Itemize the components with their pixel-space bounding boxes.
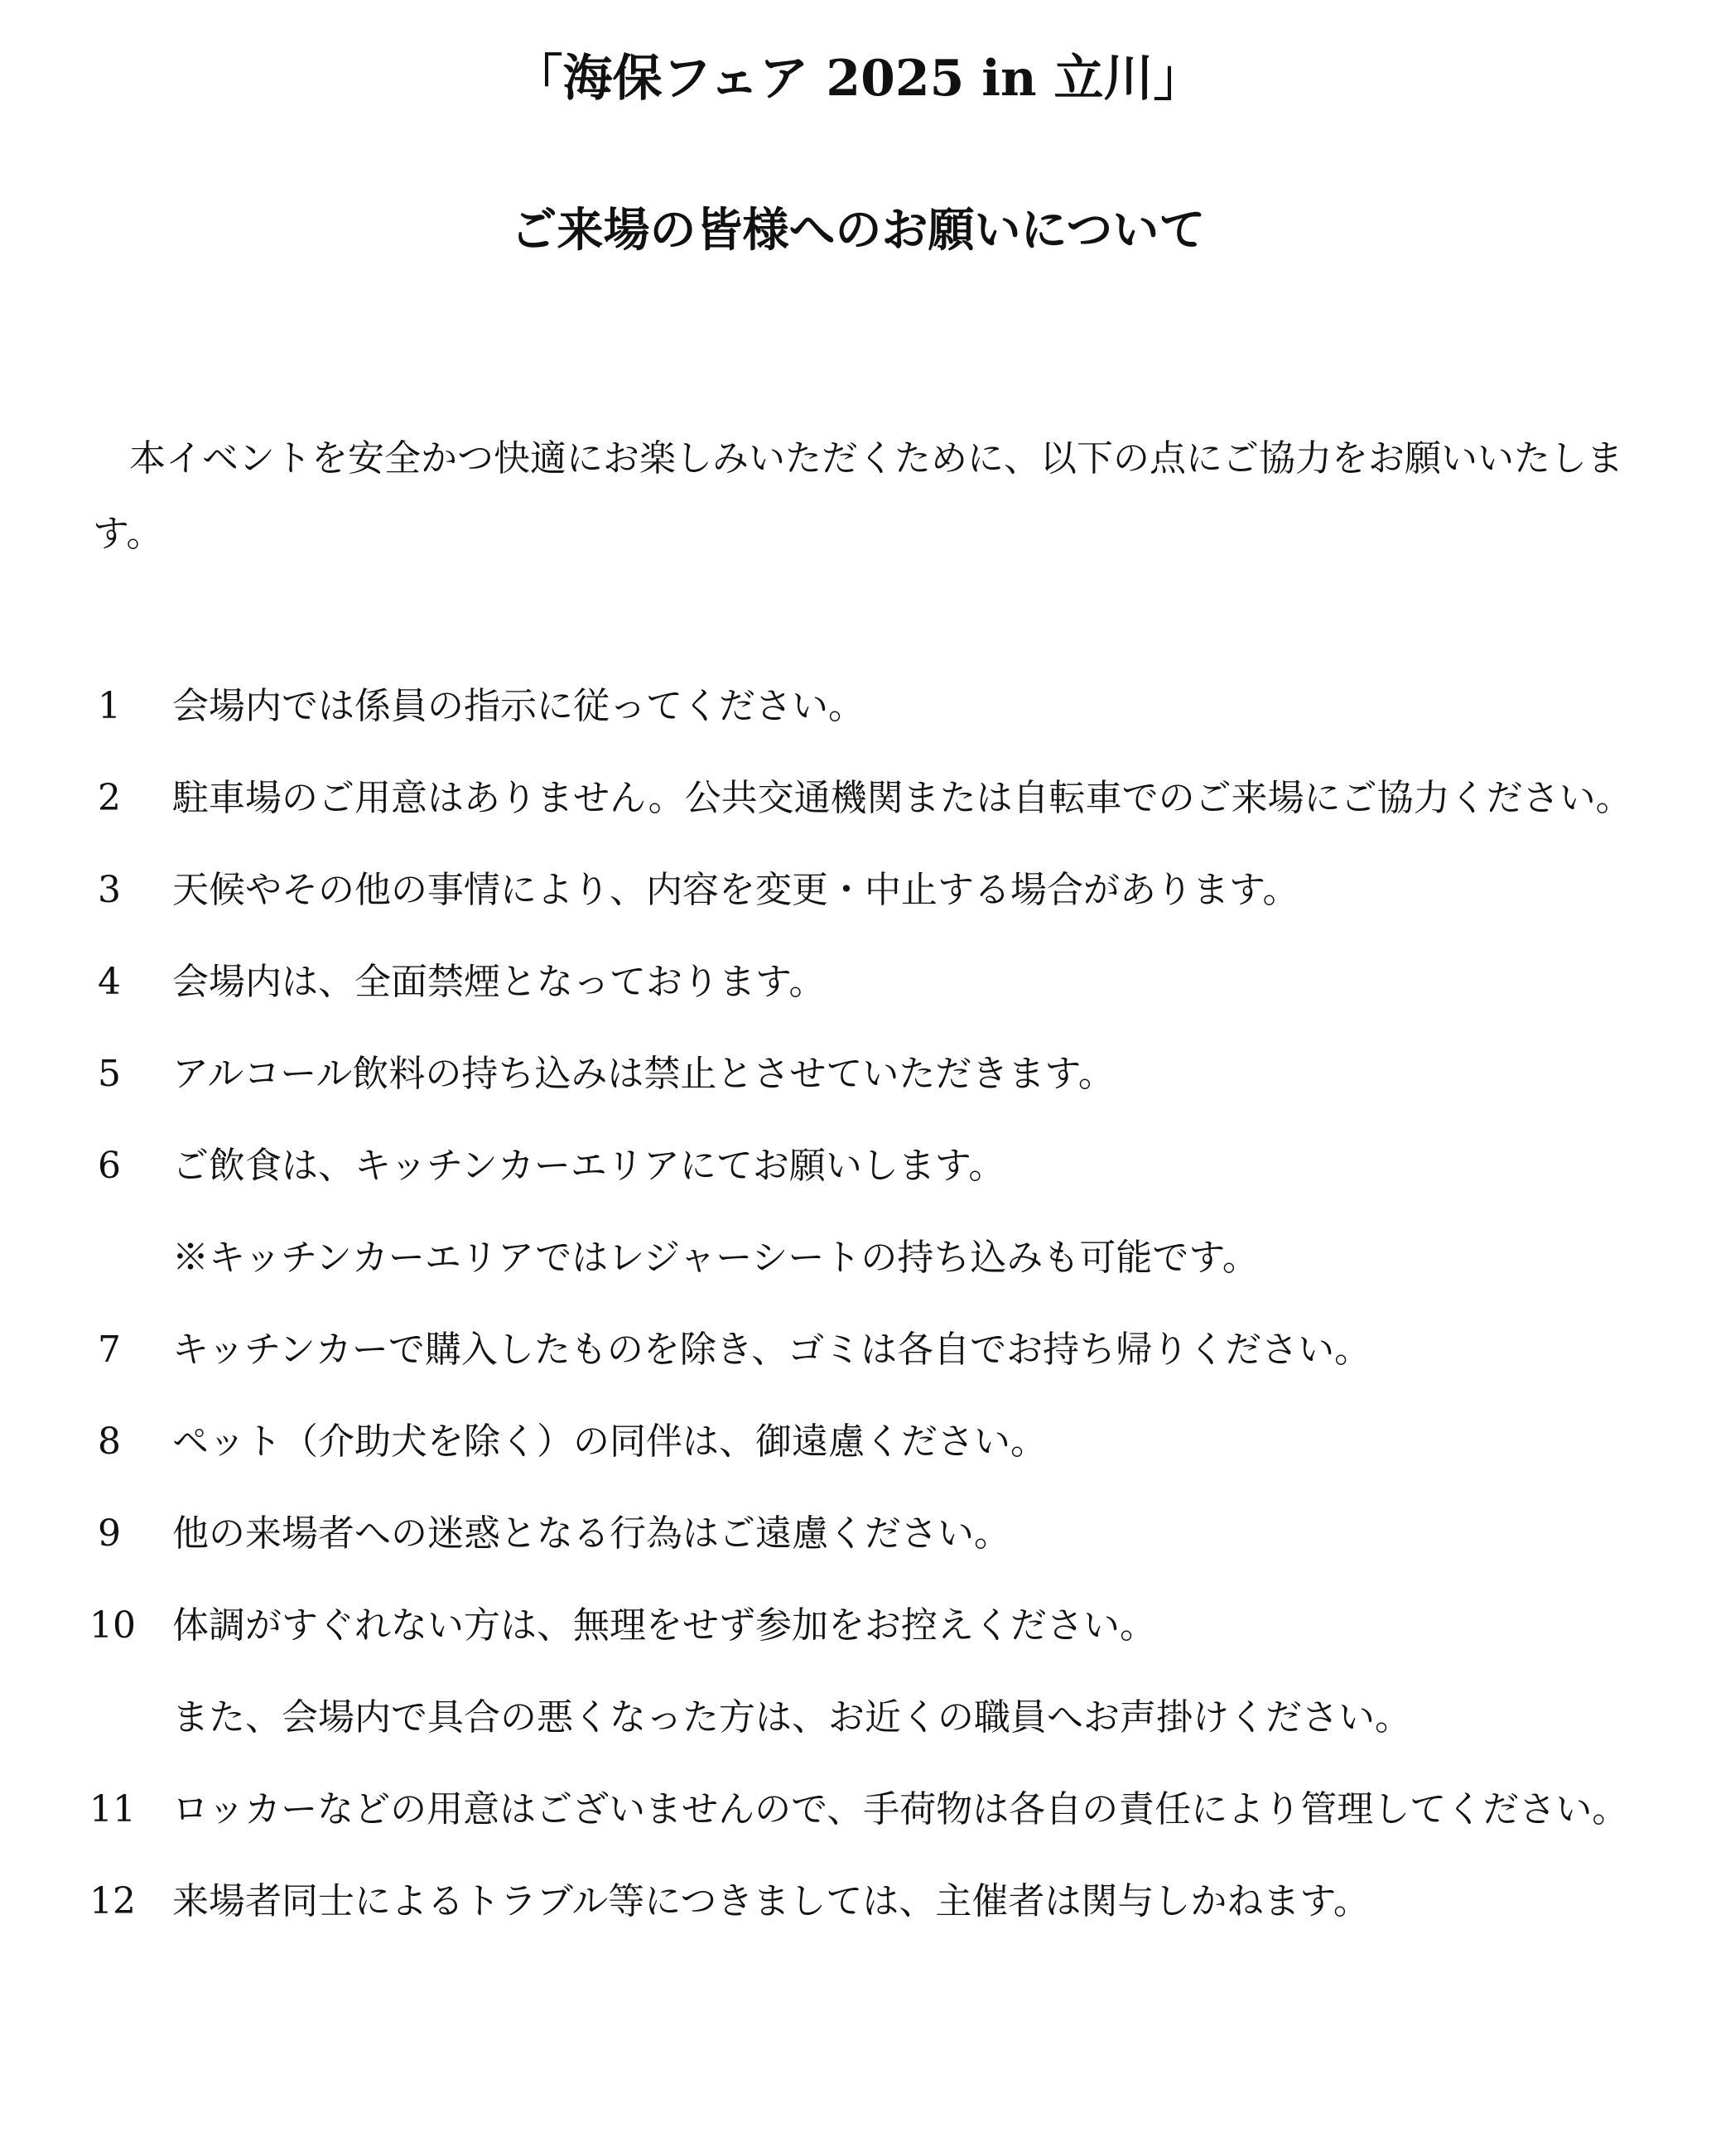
item-number: 5	[98, 1053, 121, 1095]
item-number: 10	[89, 1604, 136, 1647]
item-number: 6	[98, 1145, 121, 1187]
list-item	[0, 764, 1716, 832]
item-text: ロッカーなどの用意はございませんので、手荷物は各自の責任により管理してください。	[172, 1788, 1629, 1830]
list-item	[0, 948, 1716, 1016]
item-text: 他の来場者への迷惑となる行為はご遠慮ください。	[172, 1512, 1010, 1555]
item-text: 天候やその他の事情により、内容を変更・中止する場合があります。	[172, 869, 1299, 911]
notice-list	[0, 673, 1716, 1960]
item-number: 7	[98, 1329, 121, 1371]
list-item	[0, 1776, 1716, 1844]
item-text: 会場内は、全面禁煙となっております。	[172, 961, 826, 1003]
item-text: ※キッチンカーエリアではレジャーシートの持ち込みも可能です。	[172, 1237, 1259, 1279]
item-number: 2	[98, 777, 121, 819]
list-item	[0, 1592, 1716, 1660]
list-item	[0, 1040, 1716, 1108]
item-text: 駐車場のご用意はありません。公共交通機関または自転車でのご来場にご協力ください。	[172, 777, 1632, 819]
item-number: 9	[98, 1512, 121, 1555]
item-number: 12	[89, 1880, 136, 1922]
list-item	[0, 1132, 1716, 1200]
item-text: ご飲食は、キッチンカーエリアにてお願いします。	[172, 1145, 1005, 1187]
list-item	[0, 1500, 1716, 1568]
intro-paragraph: 本イベントを安全かつ快適にお楽しみいただくために、以下の点にご協力をお願いいたします。	[93, 437, 1623, 555]
item-text: 会場内では係員の指示に従ってください。	[172, 685, 865, 727]
item-text: キッチンカーで購入したものを除き、ゴミは各自でお持ち帰りください。	[172, 1329, 1371, 1371]
item-text: また、会場内で具合の悪くなった方は、お近くの職員へお声掛けください。	[172, 1696, 1411, 1739]
item-text: 体調がすぐれない方は、無理をせず参加をお控えください。	[172, 1604, 1156, 1647]
item-number: 1	[98, 685, 121, 727]
item-number: 8	[98, 1420, 121, 1463]
item-text: ペット（介助犬を除く）の同伴は、御遠慮ください。	[172, 1420, 1047, 1463]
list-item-note	[0, 1684, 1716, 1752]
page-subtitle: ご来場の皆様へのお願いについて	[510, 203, 1206, 258]
list-item	[0, 1408, 1716, 1476]
item-text: アルコール飲料の持ち込みは禁止とさせていただきます。	[172, 1053, 1115, 1095]
item-number: 4	[98, 961, 121, 1003]
item-text: 来場者同士によるトラブル等につきましては、主催者は関与しかねます。	[172, 1880, 1370, 1922]
list-item	[0, 1316, 1716, 1384]
list-item	[0, 856, 1716, 924]
item-number: 3	[98, 869, 121, 911]
list-item	[0, 673, 1716, 740]
list-item-note	[0, 1224, 1716, 1292]
page-title: 「海保フェア 2025 in 立川」	[513, 50, 1203, 108]
item-number: 11	[89, 1788, 136, 1830]
list-item	[0, 1868, 1716, 1936]
